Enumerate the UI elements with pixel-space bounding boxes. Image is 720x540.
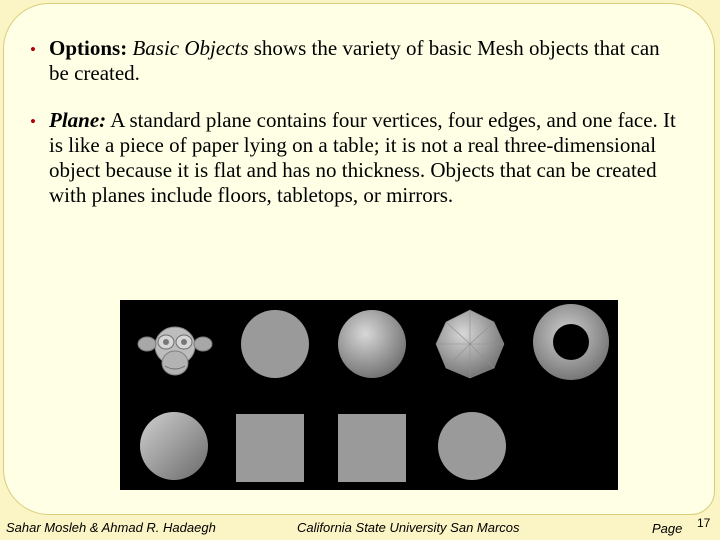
plane-object	[236, 414, 304, 482]
mesh-objects-svg	[120, 300, 618, 490]
monkey-head-object	[138, 327, 212, 375]
page-label: Page	[652, 521, 683, 536]
mesh-objects-render	[120, 300, 618, 490]
bullet-mark: •	[30, 112, 36, 131]
bullet-emphasis: Basic Objects	[132, 36, 249, 60]
bullet-text: shows the variety of basic Mesh objects that can be created.	[49, 36, 660, 85]
bullet-plane	[30, 108, 680, 208]
cylinder-object	[438, 412, 506, 480]
uv-sphere-object	[338, 310, 406, 378]
bullet-term: Plane:	[49, 108, 107, 132]
torus-object	[533, 304, 609, 380]
cube-object	[338, 414, 406, 482]
circle-object	[241, 310, 309, 378]
footer-university: California State University San Marcos	[297, 520, 520, 535]
page-number: 17	[697, 516, 711, 530]
footer	[0, 518, 720, 540]
icosphere-object	[436, 310, 504, 378]
bullet-text: A standard plane contains four vertices, four edges, and one face. It is like a piece of paper lying on a table; it is not a real three-dimensional object because it is flat and has no thickness. Objects that can be created with planes include floors, tabletops, or mirrors.	[49, 108, 676, 207]
cone-object	[140, 412, 208, 480]
bullet-term: Options:	[49, 36, 128, 60]
bullet-mark: •	[30, 40, 36, 59]
slide-body	[30, 36, 680, 230]
bullet-options	[30, 36, 680, 86]
footer-authors: Sahar Mosleh & Ahmad R. Hadaegh	[6, 520, 216, 535]
